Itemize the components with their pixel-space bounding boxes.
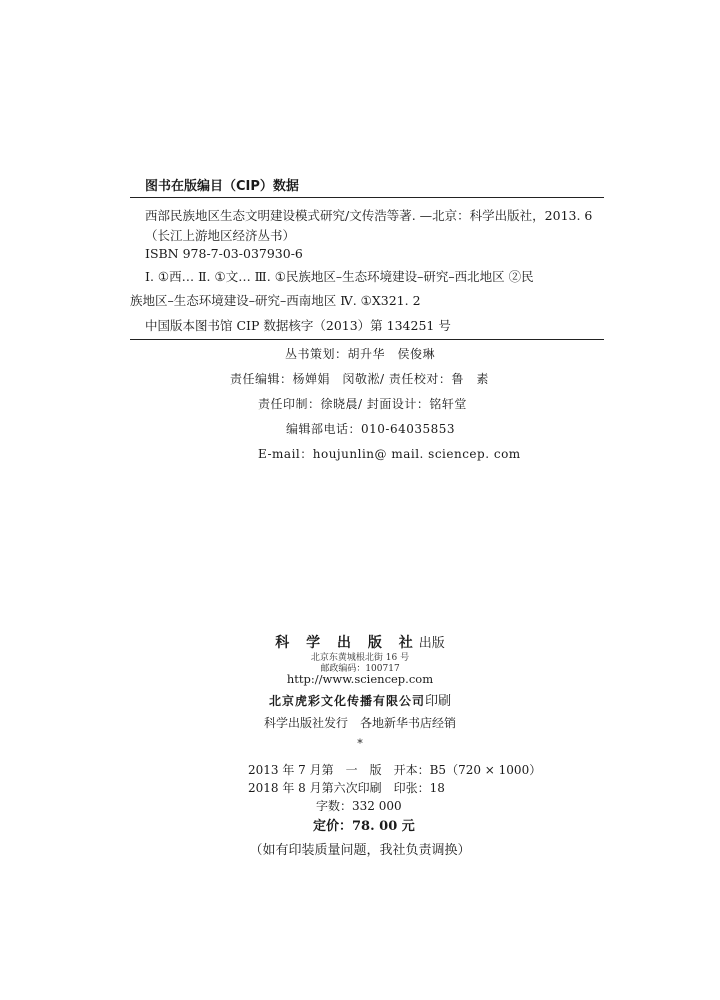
cip-isbn-line: ISBN 978-7-03-037930-6 [145, 246, 303, 261]
publisher-url: http://www.sciencep.com [286, 672, 434, 686]
responsible-editors: 责任编辑：杨婵娟 闵敬淞/ 责任校对：鲁 素 [230, 372, 489, 386]
editorial-phone: 编辑部电话：010-64035853 [286, 422, 456, 436]
publisher-address: 北京东黄城根北街 16 号 [310, 653, 410, 663]
publisher-line [0, 632, 720, 652]
cip-bottom-rule [130, 339, 604, 340]
price: 定价：78. 00 元 [313, 819, 415, 834]
printer-name: 北京虎彩文化传播有限公司 [268, 694, 425, 708]
separator-asterisk: * [357, 737, 363, 750]
printing-and-cover-design: 责任印制：徐晓晨/ 封面设计：铭轩堂 [258, 397, 467, 411]
quality-notice: （如有印装质量问题，我社负责调换） [249, 843, 471, 858]
cip-top-rule [130, 197, 604, 198]
distribution-line: 科学出版社发行 各地新华书店经销 [263, 716, 456, 730]
cip-title: 图书在版编目（CIP）数据 [145, 179, 299, 194]
series-planning: 丛书策划：胡升华 侯俊琳 [285, 347, 436, 361]
printer-line [0, 690, 720, 709]
publisher-name: 科 学 出 版 社 [275, 635, 419, 651]
word-count: 字数：332 000 [316, 799, 402, 813]
cip-title-line: 西部民族地区生态文明建设模式研究/文传浩等著. —北京：科学出版社，2013. 6 [145, 208, 593, 223]
cip-subject-line-2: 族地区–生态环境建设–研究–西南地区 Ⅳ. ①X321. 2 [130, 293, 421, 308]
cip-catalog-number: 中国版本图书馆 CIP 数据核字（2013）第 134251 号 [145, 318, 451, 333]
edition-line: 2013 年 7 月第 一 版 开本：B5（720 × 1000） [248, 763, 542, 777]
publisher-postcode: 邮政编码：100717 [320, 664, 400, 674]
editorial-email: E-mail：houjunlin@ mail. sciencep. com [258, 447, 521, 461]
cip-series-line: （长江上游地区经济丛书） [145, 228, 296, 243]
cip-subject-line-1: Ⅰ. ①西… Ⅱ. ①文… Ⅲ. ①民族地区–生态环境建设–研究–西北地区 ②民 [145, 269, 534, 284]
publisher-suffix: 出版 [418, 636, 445, 651]
printing-line: 2018 年 8 月第六次印刷 印张：18 [248, 781, 445, 795]
printer-suffix: 印刷 [425, 694, 452, 709]
